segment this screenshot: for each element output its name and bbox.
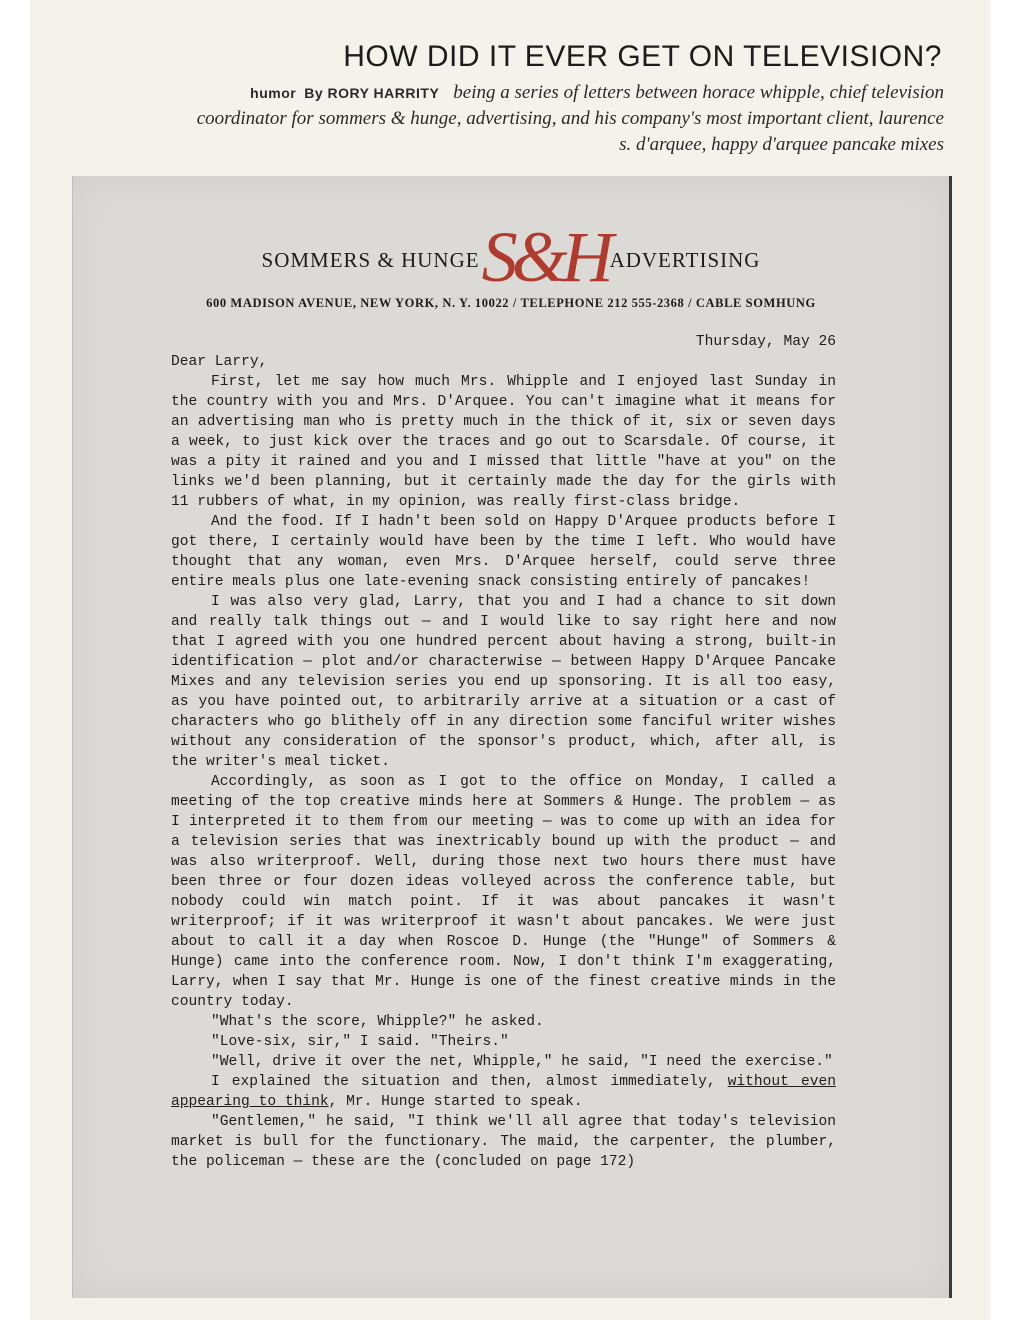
continuation-note: (concluded on page 172) — [433, 1154, 636, 1170]
letterhead-monogram: S&H — [481, 217, 608, 297]
letterhead-address: 600 MADISON AVENUE, NEW YORK, N. Y. 10022 / TELEPHONE 212 555-2368 / CABLE SOMHUNG — [206, 296, 816, 310]
paragraph-start: I explained the situation and then, almost immediately, — [211, 1074, 716, 1090]
article-title: HOW DID IT EVER GET ON TELEVISION? — [343, 40, 942, 73]
paragraph-end: , Mr. Hunge started to speak. — [328, 1094, 583, 1110]
letter-date: Thursday, May 26 — [695, 334, 836, 350]
byline-block — [250, 85, 439, 101]
letterhead — [73, 216, 949, 299]
letterhead-advertising: ADVERTISING — [609, 248, 761, 272]
deck-text: being a series of letters between horace whipple, chief television coordinator for sommers & hunge, advertising, and his company's most important client, laurence s. d'arquee, happy d'arquee pancake mixes — [196, 82, 944, 155]
letter-body — [171, 332, 836, 1172]
paragraph: First, let me say how much Mrs. Whipple and I enjoyed last Sunday in the country with you and Mrs. D'Arquee. You can't imagine what it means for an advertising man who is pretty much in the thick of it, six or seven days a week, to just kick over the traces and go out to Scarsdale. Of course, it was a pity it rained and you and I missed that little "have at you" on the links we'd been planning, but it certainly made the day for the girls with 11 rubbers of what, in my opinion, was really first-class bridge. — [171, 374, 836, 510]
kicker: humor — [250, 85, 297, 101]
letter-sheet — [72, 176, 952, 1298]
paragraph — [171, 1072, 836, 1112]
paragraph-text: "Gentlemen," he said, "I think we'll all agree that today's television market is bull for the functionary. The maid, the carpenter, the plumber, the policeman — these are the — [171, 1114, 836, 1170]
magazine-page — [30, 0, 990, 1320]
underlined-phrase: without even appearing to think — [171, 1074, 836, 1110]
salutation: Dear Larry, — [171, 354, 268, 370]
paragraph: "Well, drive it over the net, Whipple," he said, "I need the exercise." — [211, 1054, 833, 1070]
paragraph: And the food. If I hadn't been sold on Happy D'Arquee products before I got there, I certainly would have been by the time I left. Who would have thought that any woman, even Mrs. D'Arquee herself, could serve three entire meals plus one late-evening snack consisting entirely of pancakes! — [171, 514, 836, 590]
article-deck — [184, 80, 944, 158]
byline: By RORY HARRITY — [304, 85, 440, 101]
paragraph: "What's the score, Whipple?" he asked. — [211, 1014, 544, 1030]
letterhead-company: SOMMERS & HUNGE — [261, 248, 480, 272]
paragraph — [171, 1112, 836, 1172]
paragraph: Accordingly, as soon as I got to the office on Monday, I called a meeting of the top creative minds here at Sommers & Hunge. The problem — as I interpreted it to them from our meeting — was to come up with an idea for a television series that was inextricably bound up with the product — and was also writerproof. Well, during those next two hours there must have been three or four dozen ideas volleyed across the conference table, but nobody could win match point. If it was about pancakes it wasn't writerproof; if it was writerproof it wasn't about pancakes. We were just about to call it a day when Roscoe D. Hunge (the "Hunge" of Sommers & Hunge) came into the conference room. Now, I don't think I'm exaggerating, Larry, when I say that Mr. Hunge is one of the finest creative minds in the country today. — [171, 774, 836, 1010]
paragraph: I was also very glad, Larry, that you and I had a chance to sit down and really talk things out — and I would like to say right here and now that I agreed with you one hundred percent about having a strong, built-in identification — plot and/or characterwise — between Happy D'Arquee Pancake Mixes and any television series you end up sponsoring. It is all too easy, as you have pointed out, to arbitrarily arrive at a situation or a cast of characters who go blithely off in any direction some fanciful writer wishes without any consideration of the sponsor's product, which, after all, is the writer's meal ticket. — [171, 594, 836, 770]
paragraph: "Love-six, sir," I said. "Theirs." — [211, 1034, 509, 1050]
